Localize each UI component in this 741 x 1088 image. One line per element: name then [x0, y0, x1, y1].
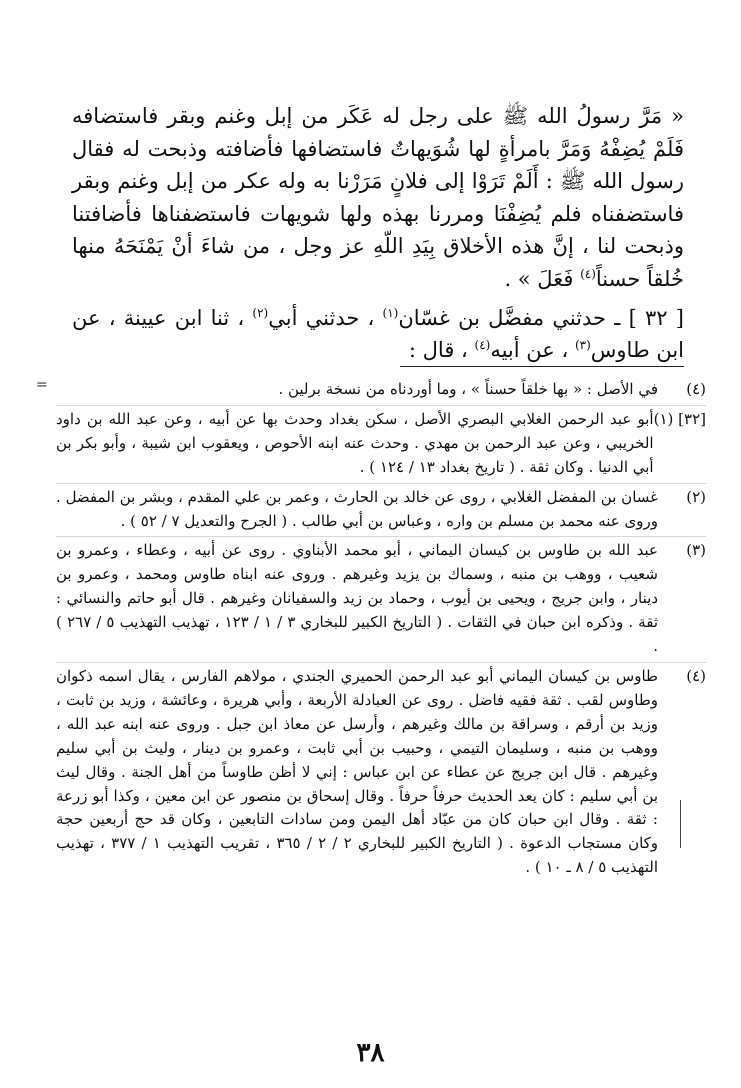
footnote-number: (٤): [686, 380, 706, 398]
footnote-text: غسان بن المفضل الغلابي ، روى عن خالد بن الحارث ، وعمر بن علي المقدم ، وبشر بن المفضل . وروى عنه محمد بن مسلم بن واره ، وعباس بن أبي طالب . ( الجرح والتعديل ٧ / ٥٢ ) .: [56, 487, 658, 530]
footnote: [56, 376, 706, 405]
footnote-number: (٤): [686, 666, 706, 685]
footnote-ref: (٢): [252, 305, 269, 320]
main-line: فَعَلَ » .: [504, 266, 574, 291]
isnad-part: ، قال :: [408, 338, 475, 363]
isnad-text: [72, 302, 684, 367]
footnote-ref: (٤): [580, 266, 596, 281]
footnote-ref: (٣): [574, 338, 591, 353]
page-number: ٣٨: [356, 1038, 385, 1068]
isnad-part: ، عن أبيه: [490, 338, 575, 363]
isnad-part: [ ٣٢ ] ـ حدثني مفضَّل بن غسّان: [398, 305, 684, 330]
footnotes: [56, 376, 706, 883]
main-line: رسول الله ﷺ : أَلَمْ تَرَوْا إلى فلانٍ مَرَرْنا به وله عكر من إبل وغنم وبقر: [72, 169, 684, 194]
footnote: [56, 405, 706, 483]
isnad-part: ، ثنا ابن عيينة ،: [108, 305, 253, 330]
footnote: [56, 483, 706, 537]
footnote-number: [٣٢] (١): [653, 409, 706, 428]
isnad-part: عن ابن طاوس: [72, 305, 684, 363]
footnote-text: عبد الله بن طاوس بن كيسان اليماني ، أبو محمد الأبناوي . روى عن أبيه ، وعطاء ، وعمرو بن شعيب ، ووهب بن منبه ، وسماك بن يزيد وغيرهم . وروى عنه ابناه طاوس ومحمد ، وعمرو بن دينار ، وابن جريج ، ويحيى بن أيوب ، وحماد بن زيد والسفيانان وغيرهم . قال أبو حاتم والنسائي : ثقة . وذكره ابن حبان في الثقات . ( التاريخ الكبير للبخاري ٣ / ١ / ١٢٣ ، تهذيب التهذيب ٥ / ٢٦٧ ) .: [56, 541, 658, 656]
continuation-mark: =: [36, 377, 48, 393]
isnad-part: ، حدثني أبي: [268, 305, 383, 330]
footnote-number: (٣): [686, 541, 706, 560]
footnote-ref: (٤): [474, 338, 491, 353]
footnote-text: طاوس بن كيسان اليماني أبو عبد الرحمن الحميري الجندي ، مولاهم الفارس ، يقال اسمه ذكوان وطاوس لقب . ثقة فقيه فاضل . روى عن العبادلة الأربعة ، وأبي هريرة ، وعائشة ، وزيد بن ثابت ، وزيد بن أرقم ، وسراقة بن مالك وغيرهم ، وأرسل عن معاذ ابن جبل . وروى عنه ابنه عبد الله ، ووهب بن منبه ، وسليمان التيمي ، وحبيب بن أبي ثابت ، وعمرو بن دينار ، وليث بن أبي سليم وغيرهم . قال ابن جريج عن عطاء عن ابن عباس : إني لا أظن طاوساً من أهل الجنة . وقال ليث بن أبي سليم : كان يعد الحديث حرفاً حرفاً . وقال إسحاق بن منصور عن ابن معين ، وكذا أبو زرعة : ثقة . وقال ابن حبان كان من عبّاد أهل اليمن ومن سادات التابعين ، وكان قد حج أربعين حجة وكان مستجاب الدعوة . ( التاريخ الكبير للبخاري ٢ / ٢ / ٣٦٥ ، تقريب التهذيب ١ / ٣٧٧ ، تهذيب التهذيب ٥ / ٨ ـ ١٠ ) .: [56, 666, 659, 877]
main-text: [72, 100, 684, 367]
footnote-separator: [400, 366, 684, 367]
main-line: فاستضفناه فلم يُضِفْنَا ومررنا بهذه ولها شويهات فاستضفناها فأضافتنا وذبحت: [72, 201, 684, 259]
hadith-text: [72, 100, 684, 296]
margin-line: [680, 800, 681, 848]
footnote-text: في الأصل : « بها خلقاً حسناً » ، وما أوردناه من نسخة برلين .: [278, 380, 658, 398]
footnote: [56, 536, 706, 662]
footnote: [56, 662, 706, 883]
main-line: لنا ، إنَّ هذه الأخلاق بِيَدِ اللّهِ عز وجل ، من شاءَ أنْ يَمْنَحَهُ منها خُلقاً حسناً: [72, 234, 684, 291]
main-line: يُضِفْهُ وَمَرَّ بامرأةٍ لها شُوَيهاتٌ فاستضافها فأضافته وذبحت له فقال: [72, 136, 646, 161]
footnote-number: (٢): [686, 487, 706, 506]
footnote-ref: (١): [382, 305, 399, 320]
footnote-text: أبو عبد الرحمن الغلابي البصري الأصل ، سكن بغداد وحدث بها عن أبيه ، وعن عبد الله بن داود الخريبي ، وعن عبد الرحمن بن مهدي . وحدث عنه ابنه الأحوص ، ويعقوب ابن شيبة ، وأبو بكر بن أبي الدنيا . وكان ثقة . ( تاريخ بغداد ١٣ / ١٢٤ ) .: [56, 409, 654, 476]
main-line: « مَرَّ رسولُ الله ﷺ على رجل له عَكَر من إبل وغنم وبقر فاستضافه فَلَمْ: [72, 104, 684, 161]
